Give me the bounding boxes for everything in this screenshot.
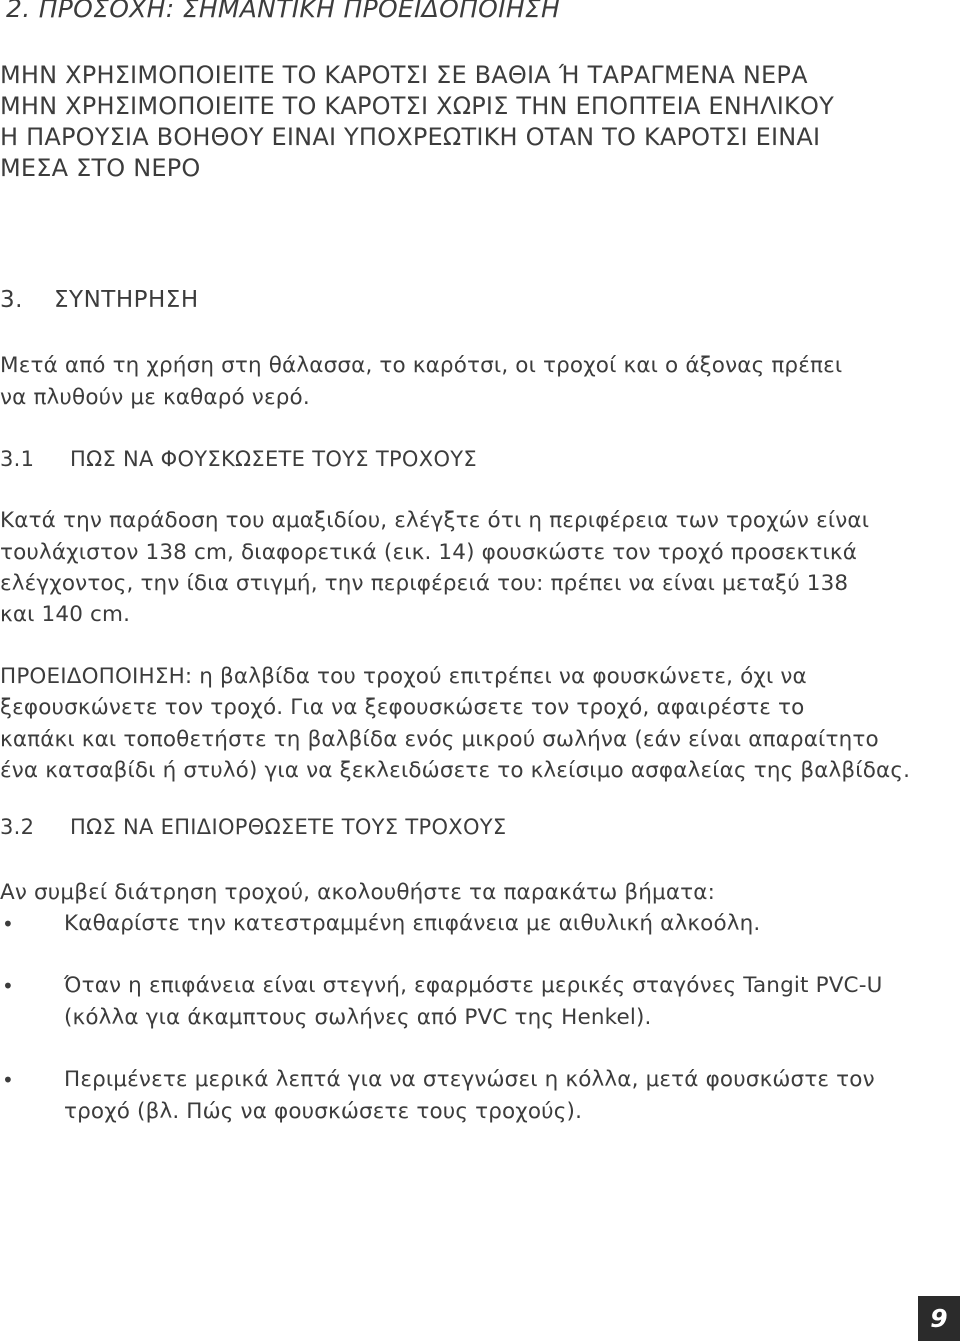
- paragraph-line: και 140 cm.: [0, 602, 131, 627]
- bullet-icon: •: [2, 974, 14, 998]
- warning-text: η βαλβίδα του τροχού επιτρέπει να φουσκώνετε, όχι να: [192, 664, 807, 689]
- paragraph-line: να πλυθούν με καθαρό νερό.: [0, 385, 310, 410]
- paragraph-line: ένα κατσαβίδι ή στυλό) για να ξεκλειδώσετε το κλείσιμο ασφαλείας της βαλβίδας.: [0, 758, 911, 783]
- intro-line: Αν συμβεί διάτρηση τροχού, ακολουθήστε τα παρακάτω βήματα:: [0, 880, 715, 905]
- paragraph-line: καπάκι και τοποθετήστε τη βαλβίδα ενός μικρού σωλήνα (εάν είναι απαραίτητο: [0, 727, 879, 752]
- warning-label: ΠΡΟΕΙΔΟΠΟΙΗΣΗ:: [0, 664, 193, 689]
- page-number: 9: [918, 1296, 960, 1341]
- warning-line: ΜΗΝ ΧΡΗΣΙΜΟΠΟΙΕΙΤΕ ΤΟ ΚΑΡΟΤΣΙ ΣΕ ΒΑΘΙΑ Ή ΤΑΡΑΓΜΕΝΑ ΝΕΡΑ: [0, 61, 808, 89]
- section-number: 3.1: [0, 447, 35, 471]
- warning-line: ΜΗΝ ΧΡΗΣΙΜΟΠΟΙΕΙΤΕ ΤΟ ΚΑΡΟΤΣΙ ΧΩΡΙΣ ΤΗΝ ΕΠΟΠΤΕΙΑ ΕΝΗΛΙΚΟΥ: [0, 92, 834, 120]
- section-title: ΠΩΣ ΝΑ ΦΟΥΣΚΩΣΕΤΕ ΤΟΥΣ ΤΡΟΧΟΥΣ: [70, 447, 477, 471]
- warning-line: Η ΠΑΡΟΥΣΙΑ ΒΟΗΘΟΥ ΕΙΝΑΙ ΥΠΟΧΡΕΩΤΙΚΗ ΟΤΑΝ ΤΟ ΚΑΡΟΤΣΙ ΕΙΝΑΙ: [0, 123, 821, 151]
- section-3-1-heading: [0, 447, 477, 471]
- bullet-icon: •: [2, 1068, 14, 1092]
- section-3-2-heading: [0, 815, 506, 839]
- list-item-text: Όταν η επιφάνεια είναι στεγνή, εφαρμόστε μερικές σταγόνες Tangit PVC-U: [64, 973, 883, 998]
- section-title: ΣΥΝΤΗΡΗΣΗ: [54, 287, 199, 313]
- paragraph-line: Μετά από τη χρήση στη θάλασσα, το καρότσι, οι τροχοί και ο άξονας πρέπει: [0, 353, 843, 378]
- list-item-text: Καθαρίστε την κατεστραμμένη επιφάνεια με αιθυλική αλκοόλη.: [64, 911, 761, 936]
- section-number: 3.: [0, 287, 23, 313]
- warning-line: ΜΕΣΑ ΣΤΟ ΝΕΡΟ: [0, 154, 201, 182]
- bullet-icon: •: [2, 912, 14, 936]
- section-number: 3.2: [0, 815, 35, 839]
- paragraph-line: τουλάχιστον 138 cm, διαφορετικά (εικ. 14) φουσκώστε τον τροχό προσεκτικά: [0, 540, 858, 565]
- paragraph-line: Κατά την παράδοση του αμαξιδίου, ελέγξτε ότι η περιφέρεια των τροχών είναι: [0, 508, 870, 533]
- list-item-text: Περιμένετε μερικά λεπτά για να στεγνώσει η κόλλα, μετά φουσκώστε τον: [64, 1067, 875, 1092]
- list-item-text: (κόλλα για άκαμπτους σωλήνες από PVC της Henkel).: [64, 1005, 652, 1030]
- paragraph-line: ξεφουσκώνετε τον τροχό. Για να ξεφουσκώσετε τον τροχό, αφαιρέστε το: [0, 695, 805, 720]
- warning-heading: 2. ΠΡΟΣΟΧΗ: ΣΗΜΑΝΤΙΚΗ ΠΡΟΕΙΔΟΠΟΙΗΣΗ: [6, 0, 561, 23]
- list-item-text: τροχό (βλ. Πώς να φουσκώσετε τους τροχούς).: [64, 1099, 583, 1124]
- section-title: ΠΩΣ ΝΑ ΕΠΙΔΙΟΡΘΩΣΕΤΕ ΤΟΥΣ ΤΡΟΧΟΥΣ: [70, 815, 507, 839]
- warning-note: [0, 661, 807, 693]
- paragraph-line: ελέγχοντος, την ίδια στιγμή, την περιφέρειά του: πρέπει να είναι μεταξύ 138: [0, 571, 849, 596]
- section-3-heading: [0, 287, 199, 313]
